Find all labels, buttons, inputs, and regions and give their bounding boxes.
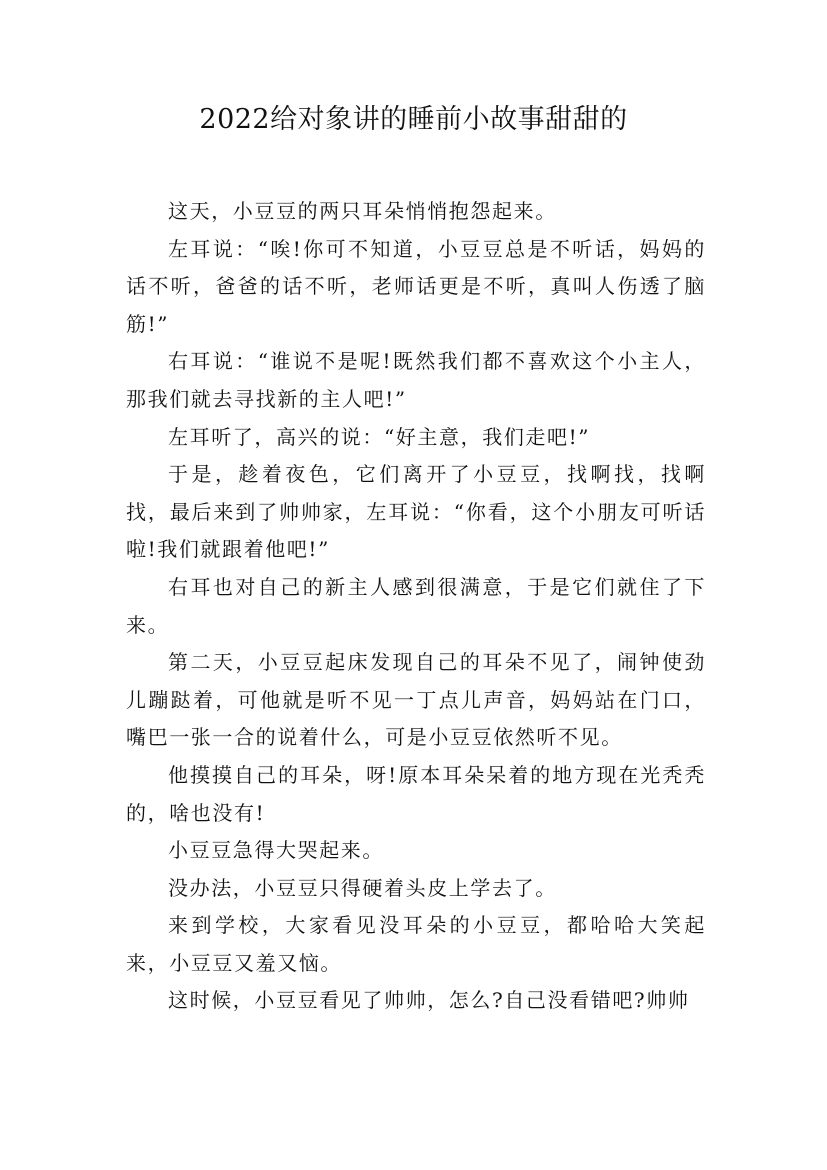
paragraph: 左耳说：“唉!你可不知道，小豆豆总是不听话，妈妈的话不听，爸爸的话不听，老师话更是不听，真叫人伤透了脑筋!” xyxy=(126,236,706,336)
document-title: 2022给对象讲的睡前小故事甜甜的 xyxy=(199,104,628,135)
paragraph: 右耳也对自己的新主人感到很满意，于是它们就住了下来。 xyxy=(126,574,706,637)
paragraph: 来到学校，大家看见没耳朵的小豆豆，都哈哈大笑起来，小豆豆又羞又恼。 xyxy=(126,913,706,975)
paragraph: 右耳说：“谁说不是呢!既然我们都不喜欢这个小主人，那我们就去寻找新的主人吧!” xyxy=(126,349,706,411)
paragraph: 小豆豆急得大哭起来。 xyxy=(168,838,384,863)
paragraph: 左耳听了，高兴的说：“好主意，我们走吧!” xyxy=(168,424,591,449)
paragraph: 这天，小豆豆的两只耳朵悄悄抱怨起来。 xyxy=(168,199,557,223)
paragraph: 他摸摸自己的耳朵，呀!原本耳朵呆着的地方现在光秃秃的，啥也没有! xyxy=(126,762,706,825)
paragraph: 于是，趁着夜色，它们离开了小豆豆，找啊找，找啊找，最后来到了帅帅家，左耳说：“你看，这个小朋友可听话啦!我们就跟着他吧!” xyxy=(126,462,706,562)
paragraph: 第二天，小豆豆起床发现自己的耳朵不见了，闹钟使劲儿蹦跶着，可他就是听不见一丁点儿声音，妈妈站在门口，嘴巴一张一合的说着什么，可是小豆豆依然听不见。 xyxy=(126,650,706,750)
paragraph: 这时候，小豆豆看见了帅帅，怎么?自己没看错吧?帅帅 xyxy=(168,988,690,1013)
document-body xyxy=(126,193,706,1020)
paragraph: 没办法，小豆豆只得硬着头皮上学去了。 xyxy=(168,875,557,900)
